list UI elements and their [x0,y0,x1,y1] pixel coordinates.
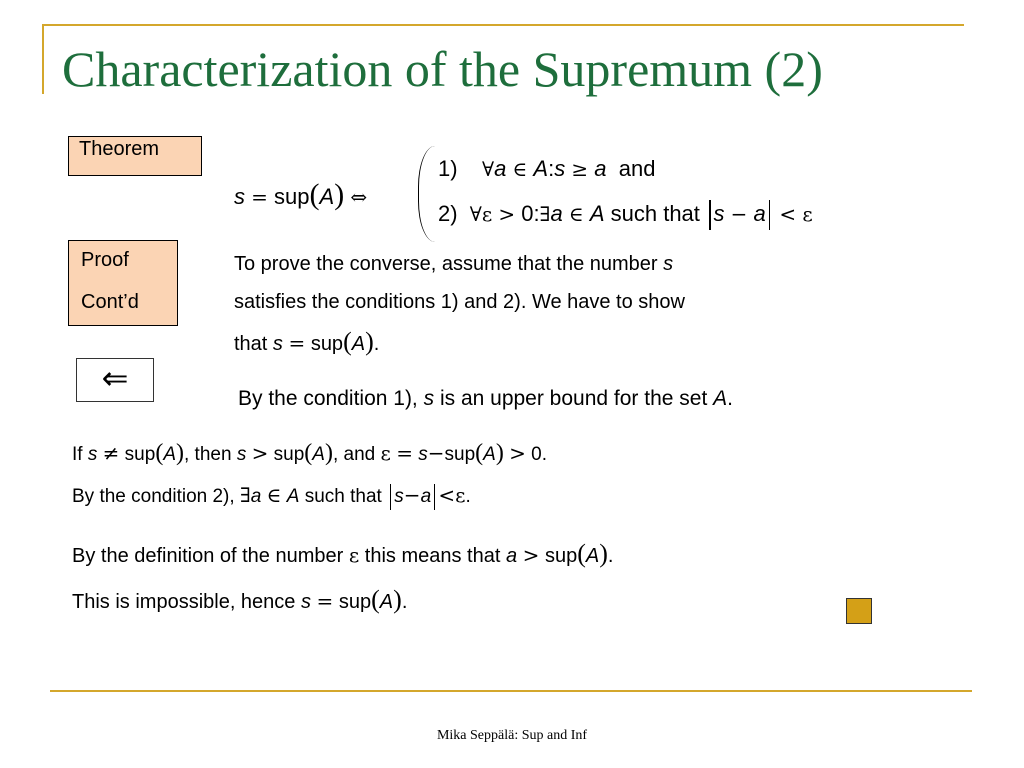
condition-2 [438,200,813,230]
text: , then [184,444,237,465]
top-rule [42,24,964,26]
zero: 0 [521,200,534,226]
math-var-s: s [423,387,435,410]
math-var-s: s [236,444,247,465]
colon: : [548,156,555,181]
condition-number: 2) [438,200,458,226]
period: . [727,387,733,410]
math-var-a: a [753,200,766,226]
left-paren: ( [475,440,484,466]
period: . [373,333,380,355]
equals-sign: = [251,185,268,209]
sup-operator: sup [338,591,372,613]
left-arrow-box [76,358,154,402]
proof-line-2 [234,290,685,314]
element-of-symbol: ∈ [568,201,584,226]
period: . [401,591,408,613]
text: By the definition of the number [72,545,349,567]
slide-title: Characterization of the Supremum (2) [62,41,823,97]
math-var-A: A [312,444,325,465]
right-paren: ) [599,539,608,568]
forall-symbol: ∀ [469,201,482,226]
exists-symbol: ∃ [539,201,551,226]
math-var-s: s [300,591,311,613]
text: that [234,333,273,355]
math-var-a: a [594,156,607,181]
proof-line-3 [234,327,380,356]
math-var-a: a [505,545,518,567]
theorem-label: Theorem [79,138,160,160]
sup-operator: sup [310,333,344,355]
epsilon-symbol: ε [348,543,360,567]
math-var-s: s [554,156,566,181]
text: If [72,444,88,465]
proof-label: Proof [81,249,129,271]
exists-symbol: ∃ [239,483,251,507]
upper-bound-statement [238,387,733,411]
sup-operator: sup [273,444,305,465]
right-paren: ) [495,440,504,466]
math-var-s: s [394,486,404,507]
text: This is impossible, hence [72,591,301,613]
left-paren: ( [155,440,164,466]
math-var-s: s [234,184,245,209]
epsilon-symbol: ε [481,201,493,226]
epsilon-symbol: ε [802,201,813,226]
geq-symbol: ≥ [571,157,589,181]
abs-bar-left [709,200,711,230]
proof-line-conclusion [72,585,408,614]
minus-symbol: − [427,441,445,465]
zero: 0. [531,444,548,465]
period: . [465,486,471,507]
neq-symbol: ≠ [102,441,120,465]
left-paren: ( [371,585,380,614]
condition-1 [438,156,655,182]
iff-symbol: ⇔ [350,185,368,209]
left-brace [418,146,435,242]
condition-number: 1) [438,156,458,181]
bottom-rule [50,690,972,692]
equals-sign: = [316,589,334,613]
left-rule [42,24,44,94]
sup-operator: sup [274,184,310,209]
contd-label: Cont’d [81,291,139,313]
abs-bar-right [769,200,771,230]
text: , and [332,444,381,465]
math-var-A: A [319,184,335,209]
math-var-a: a [494,156,507,181]
proof-line-definition [72,539,614,568]
left-paren: ( [577,539,586,568]
right-paren: ) [334,178,345,211]
equals-sign: = [396,441,413,465]
equals-sign: = [288,331,306,355]
math-var-A: A [163,444,176,465]
gt-symbol: > [509,441,526,465]
such-that-text: such that [610,200,700,226]
abs-bar-left [390,484,391,510]
sup-operator: sup [544,545,578,567]
math-var-a: a [420,486,432,507]
epsilon-symbol: ε [380,441,391,465]
math-var-s: s [418,444,428,465]
proof-line-condition-2 [72,483,471,510]
forall-symbol: ∀ [482,157,495,181]
math-var-A: A [483,444,496,465]
math-var-A: A [585,545,600,567]
math-var-s: s [272,333,283,355]
math-var-a: a [250,486,262,507]
right-paren: ) [393,585,402,614]
right-paren: ) [324,440,333,466]
colon: : [533,200,540,226]
text: By the condition 2), [72,486,240,507]
minus-symbol: − [403,483,421,507]
text: satisfies the conditions 1) and 2). We have to show [234,291,685,313]
implied-by-arrow-icon: ⇐ [101,359,129,397]
lt-symbol: < [438,483,456,507]
proof-line-1 [234,252,673,276]
period: . [607,545,614,567]
math-var-A: A [589,200,605,226]
math-var-a: a [550,200,563,226]
qed-square-icon [846,598,872,624]
theorem-lhs [234,178,367,212]
abs-bar-right [434,484,435,510]
sup-operator: sup [124,444,156,465]
proof-line-if [72,441,547,467]
element-of-symbol: ∈ [512,157,528,181]
and-text: and [618,156,656,181]
right-paren: ) [365,327,374,356]
left-paren: ( [309,178,320,211]
math-var-A: A [351,333,366,355]
math-var-s: s [713,200,725,226]
math-var-A: A [286,486,300,507]
math-var-A: A [379,591,394,613]
text: To prove the converse, assume that the number [234,253,664,275]
epsilon-symbol: ε [455,483,466,507]
lt-symbol: < [779,201,797,226]
right-paren: ) [176,440,184,466]
theorem-label-box [68,136,202,176]
math-var-A: A [713,387,728,410]
element-of-symbol: ∈ [266,483,282,507]
text: is an upper bound for the set [434,387,714,410]
text: By the condition 1), [238,387,424,410]
text: such that [299,486,388,507]
left-paren: ( [304,440,313,466]
gt-symbol: > [522,543,540,567]
left-paren: ( [343,327,352,356]
math-var-A: A [533,156,549,181]
math-var-s: s [87,444,98,465]
math-var-s: s [663,253,674,275]
sup-operator: sup [444,444,476,465]
text: this means that [359,545,506,567]
gt-symbol: > [251,441,269,465]
footer-text: Mika Seppälä: Sup and Inf [436,728,588,743]
gt-symbol: > [498,201,516,226]
minus-symbol: − [730,201,748,226]
proof-label-box [68,240,178,326]
